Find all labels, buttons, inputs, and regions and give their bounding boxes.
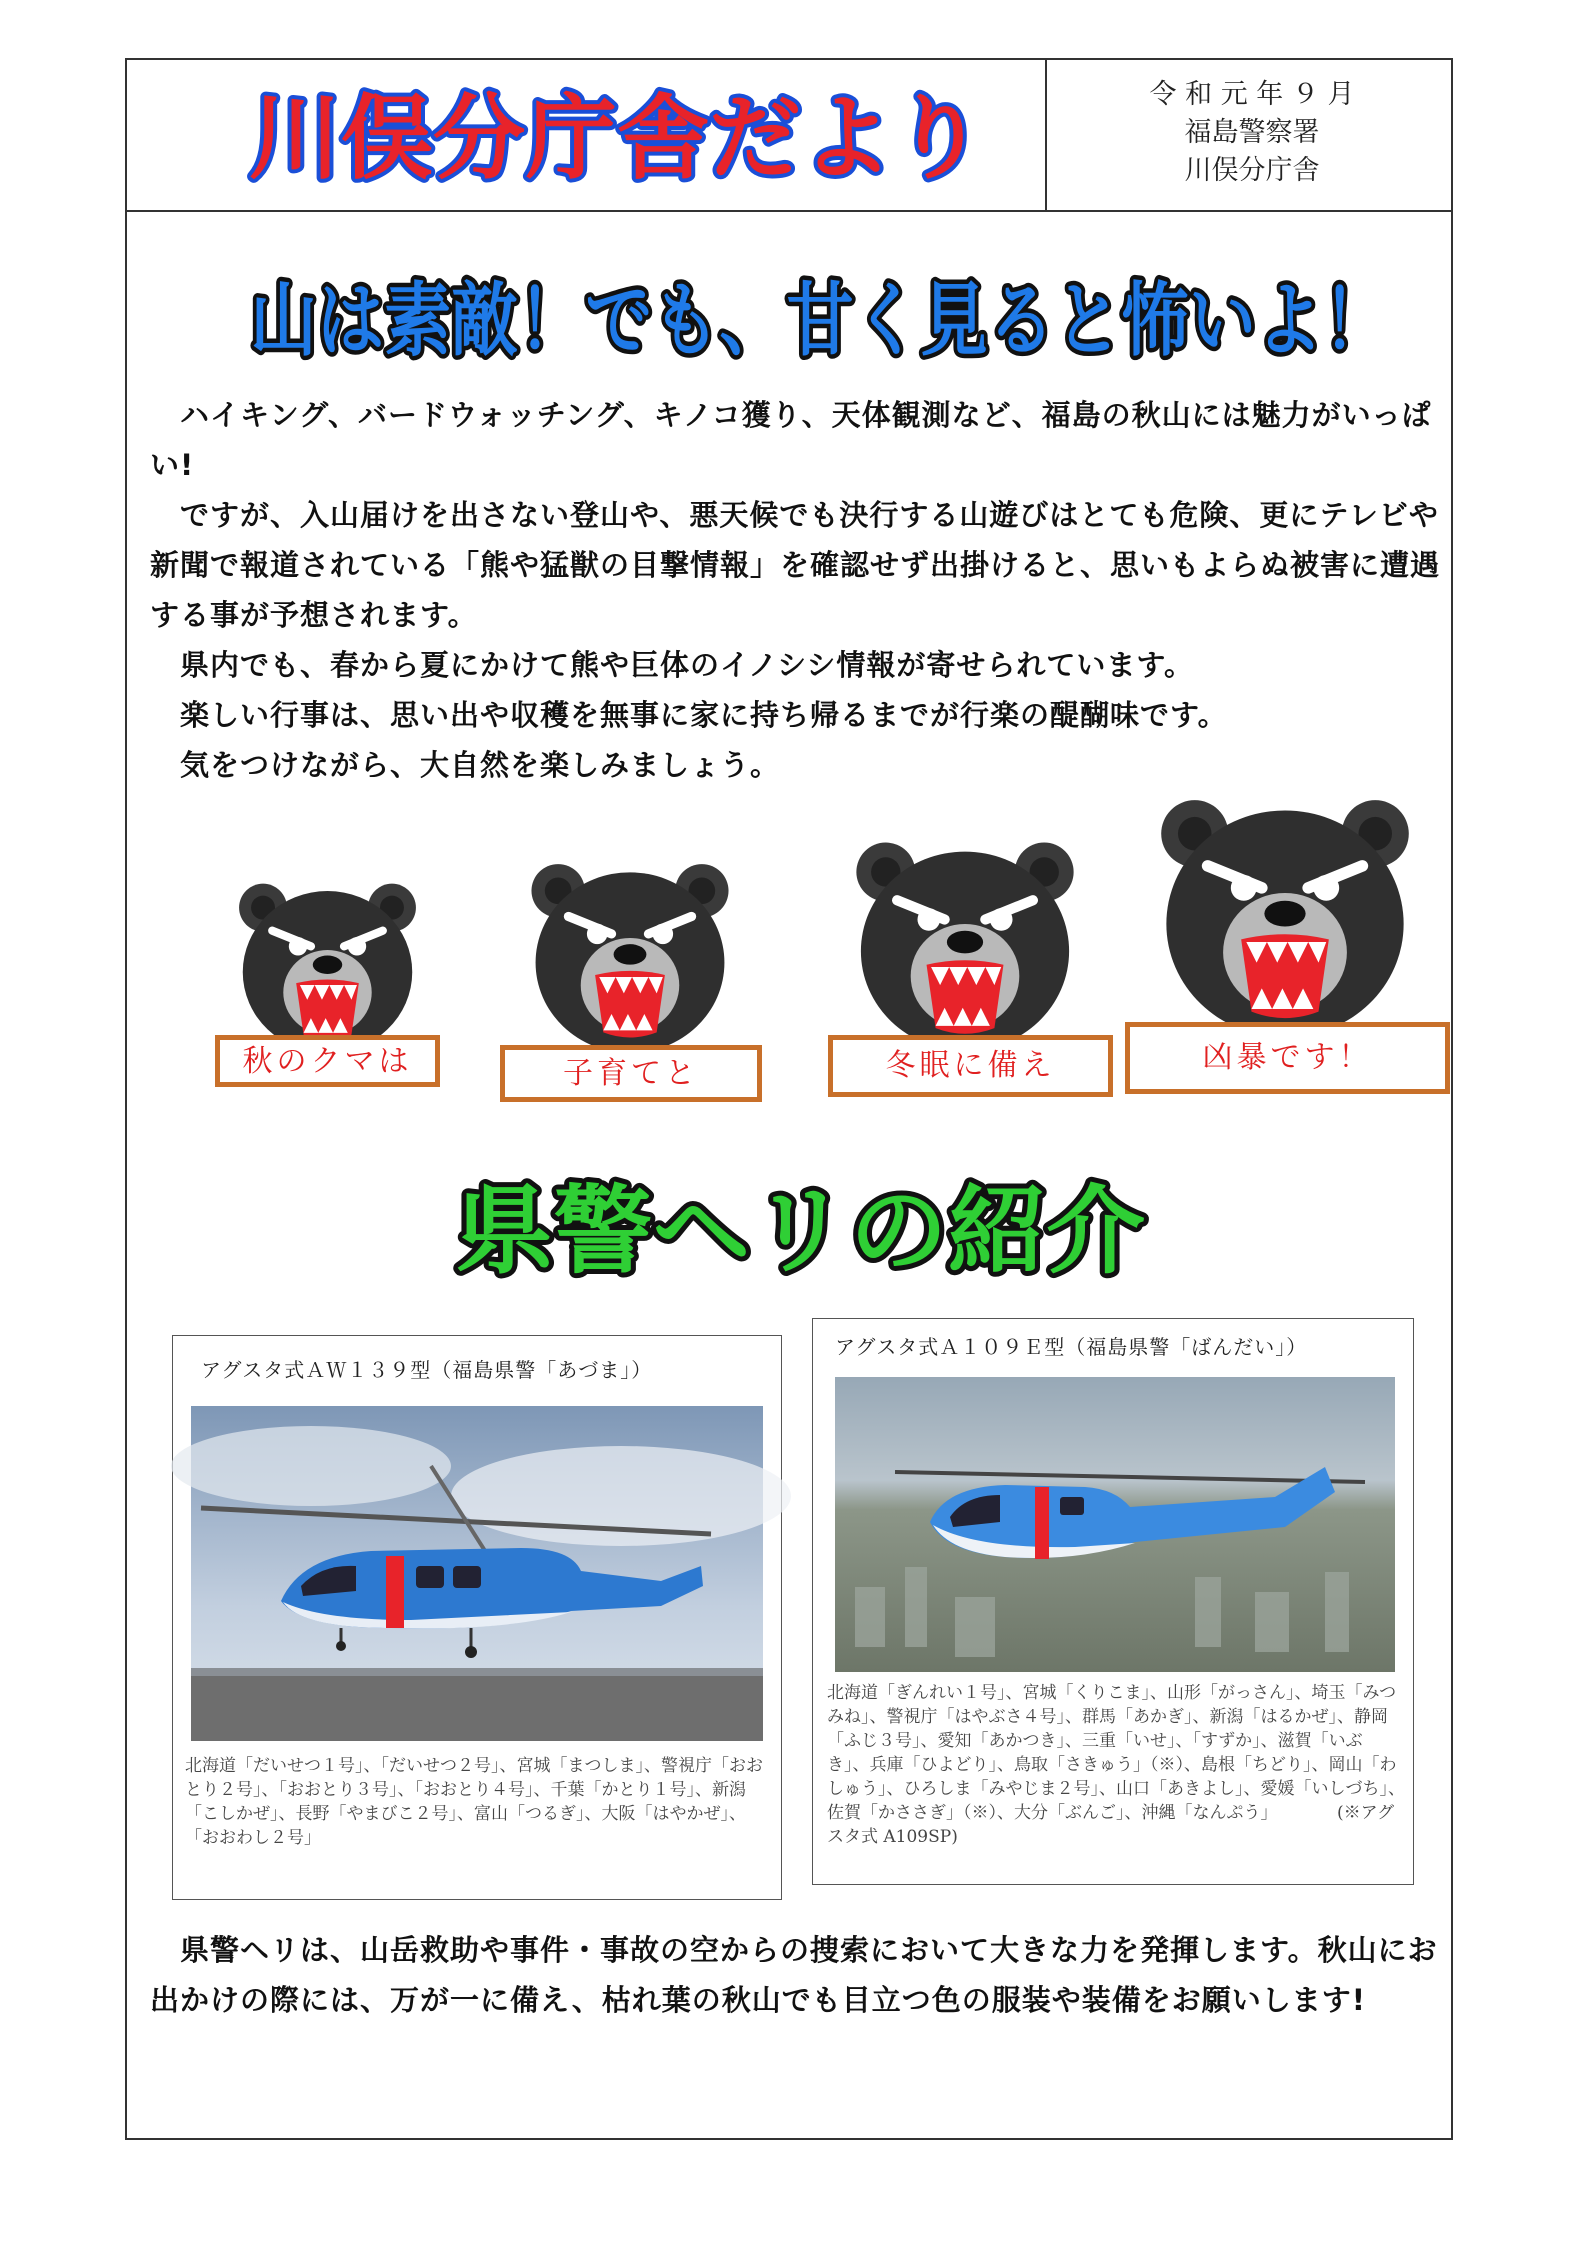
issuer-branch: 川俣分庁舎 (1184, 155, 1320, 186)
helicopter-caption-2: 北海道「ぎんれい１号」、宮城「くりこま」、山形「がっさん」、埼玉「みつみね」、警視庁「はやぶさ４号」、群馬「あかぎ」、新潟「はるかぜ」、静岡「ふじ３号」、愛知「あかつき」、三重「いせ」、「すずか」、滋賀「いぶき」、兵庫「ひよどり」、鳥取「さきゅう」（※）、島根「ちどり」、岡山「わしゅう」、ひろしま「みやじま２号」、山口「あきよし」、愛媛「いしづち」、佐賀「かささぎ」（※）、大分「ぶんご」、沖縄「なんぷう」 (※アグスタ式 A109SP) (827, 1683, 1405, 1847)
paragraph: 県内でも、春から夏にかけて熊や巨体のイノシシ情報が寄せられています。 (180, 648, 1195, 682)
paragraph: 県警ヘリは、山岳救助や事件・事故の空からの捜索において大きな力を発揮します。秋山にお出かけの際には、万が一に備え、枯れ葉の秋山でも目立つ色の服装や装備をお願いします! (150, 1933, 1438, 2017)
helicopter-card-2 (812, 1318, 1414, 1885)
svg-text:川俣分庁舎だより: 川俣分庁舎だより (248, 85, 986, 192)
bear-icon (525, 860, 735, 1055)
header-divider (1045, 60, 1047, 210)
bear-sign-2: 子育てと (500, 1045, 762, 1102)
helicopter-title-1: アグスタ式ＡＷ１３９型（福島県警「あづま」） (201, 1358, 653, 1382)
helicopter-photo-1 (191, 1406, 763, 1741)
helicopter-title-2: アグスタ式Ａ１０９Ｅ型（福島県警「ばんだい」） (835, 1335, 1308, 1359)
paragraph: 気をつけながら、大自然を楽しみましょう。 (180, 748, 781, 782)
helicopter-caption-1: 北海道「だいせつ１号」、「だいせつ２号」、宮城「まつしま」、警視庁「おおとり２号」、「おおとり３号」、「おおとり４号」、千葉「かとり１号」、新潟「こしかぜ」、長野「やまびこ２号」、富山「つるぎ」、大阪「はやかぜ」、「おおわし２号」 (185, 1756, 763, 1848)
helicopter-card-1 (172, 1335, 782, 1900)
masthead-title (237, 82, 997, 192)
paragraph: ハイキング、バードウォッチング、キノコ獲り、天体観測など、福島の秋山には魅力がいっぱい! (150, 398, 1432, 482)
svg-text:県警ヘリの紹介: 県警ヘリの紹介 (455, 1175, 1145, 1287)
bear-icon (850, 838, 1080, 1053)
bear-sign-1: 秋のクマは (215, 1035, 440, 1087)
paragraph: 楽しい行事は、思い出や収穫を無事に家に持ち帰るまでが行楽の醍醐味です。 (180, 698, 1228, 732)
mountain-heading (240, 262, 1400, 372)
svg-text:山は素敵！でも、甘く見ると怖いよ！: 山は素敵！でも、甘く見ると怖いよ！ (250, 274, 1390, 367)
bear-sign-3: 冬眠に備え (828, 1035, 1113, 1097)
mountain-body (150, 390, 1450, 790)
bear-sign-4: 凶暴です！ (1125, 1022, 1450, 1094)
helicopter-closing (150, 1925, 1450, 2025)
issue-date: 令 和 元 年 ９ 月 (1149, 79, 1355, 110)
paragraph: ですが、入山届けを出さない登山や、悪天候でも決行する山遊びはとても危険、更にテレビや新聞で報道されている「熊や猛獣の目撃情報」を確認せず出掛けると、思いもよらぬ被害に遭遇する事が予想されます。 (150, 498, 1441, 632)
header (127, 60, 1451, 212)
bear-icon (1155, 795, 1415, 1040)
issuer-org: 福島警察署 (1184, 117, 1320, 148)
helicopter-heading (440, 1168, 1160, 1288)
helicopter-photo-2 (835, 1377, 1395, 1672)
bear-icon (235, 880, 420, 1055)
dateline (1057, 76, 1447, 190)
